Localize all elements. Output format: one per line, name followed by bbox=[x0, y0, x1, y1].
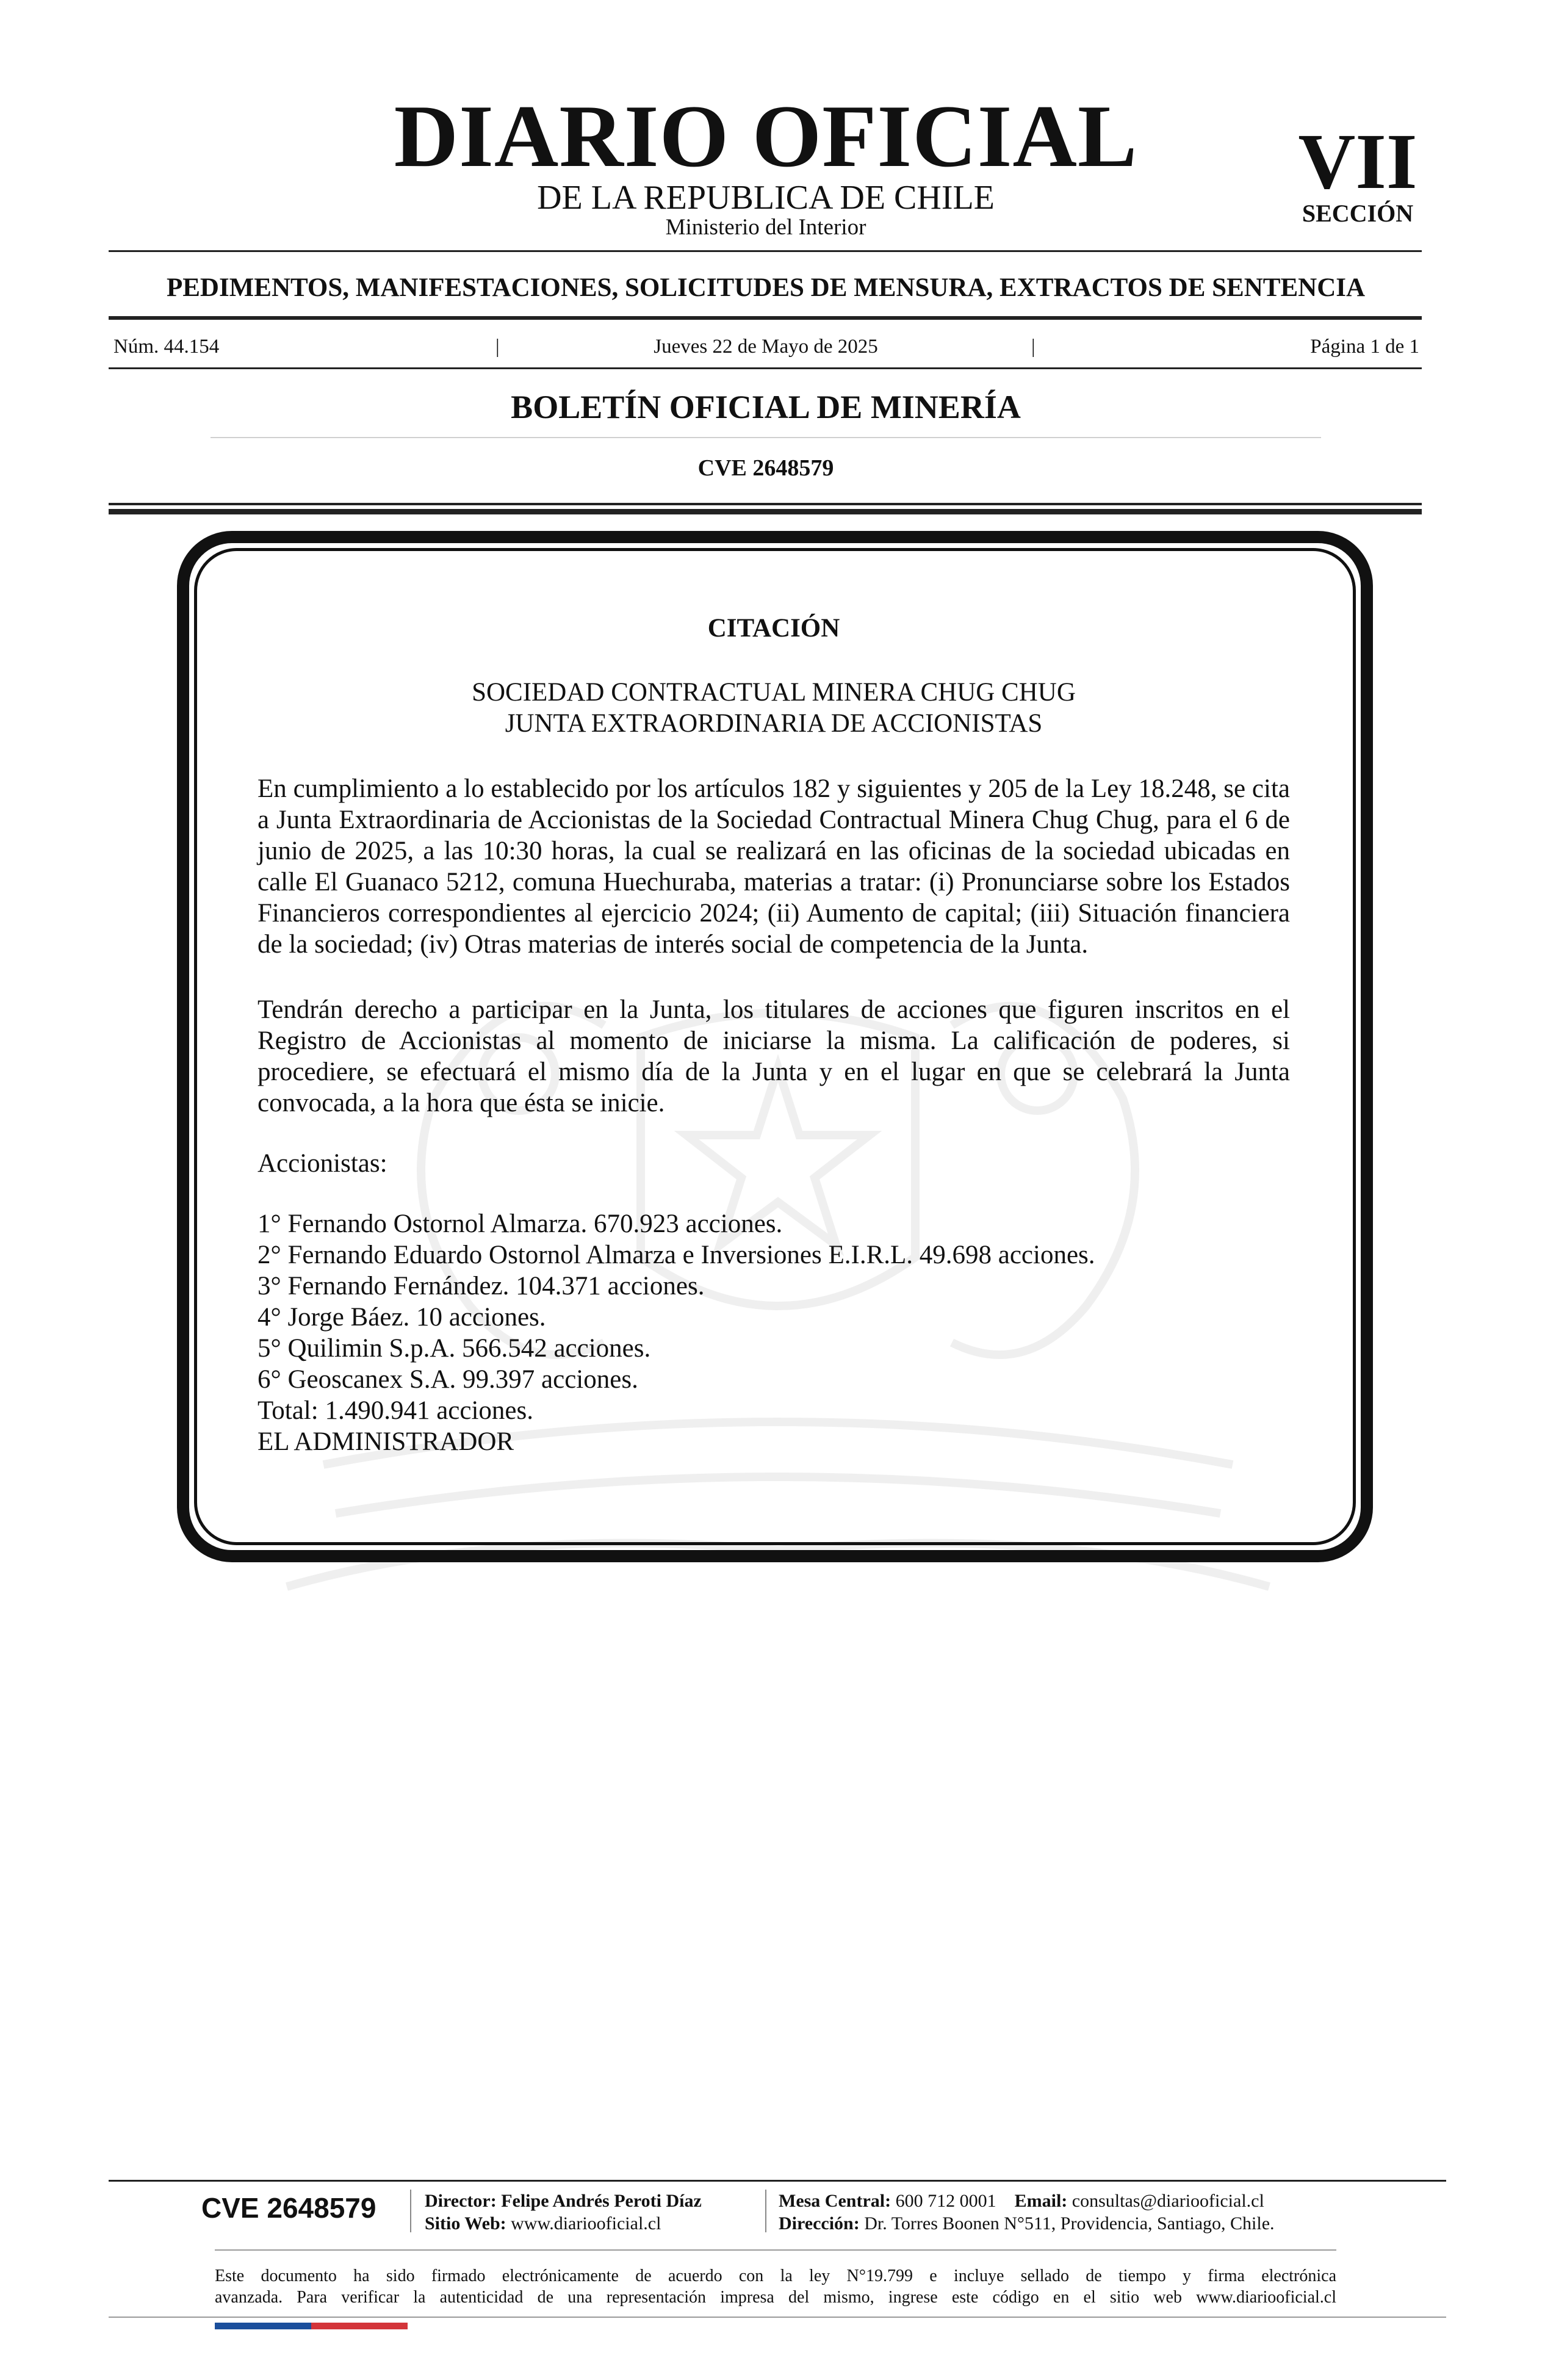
email-label: Email: bbox=[1014, 2191, 1068, 2211]
header-rule-double-1 bbox=[109, 503, 1422, 505]
email-link[interactable]: consultas@diariooficial.cl bbox=[1072, 2191, 1264, 2211]
masthead-ministry: Ministerio del Interior bbox=[665, 215, 866, 240]
cve-code: CVE 2648579 bbox=[697, 455, 834, 481]
section-label: SECCIÓN bbox=[1302, 200, 1414, 227]
issue-number: Núm. 44.154 bbox=[113, 336, 220, 358]
list-item: 4° Jorge Báez. 10 acciones. bbox=[258, 1303, 546, 1332]
meeting-name: JUNTA EXTRAORDINARIA DE ACCIONISTAS bbox=[505, 709, 1043, 738]
meta-separator: | bbox=[1031, 336, 1036, 358]
section-number: VII bbox=[1298, 118, 1417, 206]
footer-divider bbox=[410, 2190, 411, 2232]
signature: EL ADMINISTRADOR bbox=[258, 1427, 514, 1456]
footer-cve-code: CVE 2648579 bbox=[201, 2192, 376, 2224]
notice-paragraph-1: En cumplimiento a lo establecido por los artículos 182 y siguientes y 205 de la Ley 18.248, se cita a Junta Extraordinaria de Accionistas de la Sociedad Contractual Minera Chug Chug, para el 6 de junio de 2025, a las 10:30 horas, la cual se realizará en las oficinas de la sociedad ubicadas en calle El Guanaco 5212, comuna Huechuraba, materias a tratar: (i) Pronunciarse sobre los Estados Financieros correspondientes al ejercicio 2024; (ii) Aumento de capital; (iii) Situación financiera de la sociedad; (iv) Otras materias de interés social de competencia de la Junta. bbox=[258, 774, 1290, 959]
flag-stripe-red bbox=[311, 2323, 408, 2329]
header-rule-mid bbox=[109, 316, 1422, 320]
address-label: Dirección: bbox=[779, 2213, 860, 2234]
footer-contact-left bbox=[425, 2190, 766, 2235]
website-link[interactable]: www.diariooficial.cl bbox=[511, 2213, 661, 2234]
phone-label: Mesa Central: bbox=[779, 2191, 891, 2211]
notice-heading: CITACIÓN bbox=[707, 614, 840, 643]
header-rule-top bbox=[109, 250, 1422, 252]
website-label: Sitio Web: bbox=[425, 2213, 506, 2234]
legal-line-1: Este documento ha sido firmado electrónicamente de acuerdo con la ley N°19.799 e incluye sellado de tiempo y firma electrónica bbox=[215, 2266, 1336, 2285]
list-item: 1° Fernando Ostornol Almarza. 670.923 acciones. bbox=[258, 1210, 783, 1238]
list-item: 6° Geoscanex S.A. 99.397 acciones. bbox=[258, 1365, 638, 1394]
shares-total: Total: 1.490.941 acciones. bbox=[258, 1396, 533, 1425]
director-label: Director: bbox=[425, 2191, 497, 2211]
masthead-title: DIARIO OFICIAL bbox=[394, 87, 1138, 186]
legal-line-2: avanzada. Para verificar la autenticidad de una representación impresa del mismo, ingrese este código en el sitio web www.diariooficial.cl bbox=[215, 2288, 1336, 2307]
footer-legal-notice bbox=[215, 2265, 1336, 2308]
address-text: Dr. Torres Boonen N°511, Providencia, Santiago, Chile. bbox=[864, 2213, 1275, 2234]
footer-rule-top bbox=[109, 2180, 1446, 2182]
footer-rule-bottom bbox=[109, 2317, 1446, 2318]
flag-stripe-blue bbox=[215, 2323, 311, 2329]
company-name: SOCIEDAD CONTRACTUAL MINERA CHUG CHUG bbox=[472, 678, 1076, 707]
director-name: Felipe Andrés Peroti Díaz bbox=[501, 2191, 702, 2211]
shareholders-label: Accionistas: bbox=[258, 1149, 387, 1178]
footer-divider bbox=[765, 2190, 766, 2232]
masthead-subtitle: DE LA REPUBLICA DE CHILE bbox=[537, 179, 995, 217]
list-item: 3° Fernando Fernández. 104.371 acciones. bbox=[258, 1272, 705, 1300]
shareholders-list bbox=[258, 1208, 1290, 1457]
list-item: 2° Fernando Eduardo Ostornol Almarza e Inversiones E.I.R.L. 49.698 acciones. bbox=[258, 1241, 1095, 1269]
page-indicator: Página 1 de 1 bbox=[1310, 336, 1419, 358]
header-rule-double-2 bbox=[109, 509, 1422, 514]
bulletin-underline bbox=[211, 437, 1321, 438]
header-rule-meta bbox=[109, 367, 1422, 369]
meta-separator: | bbox=[495, 336, 500, 358]
notice-paragraph-2: Tendrán derecho a participar en la Junta, los titulares de acciones que figuren inscritos en el Registro de Accionistas al momento de iniciarse la misma. La calificación de poderes, si procediere, se efectuará el mismo día de la Junta y en el lugar en que se celebrará la Junta convocada, a la hora que ésta se inicie. bbox=[258, 995, 1290, 1117]
footer-rule-mid bbox=[215, 2249, 1336, 2251]
phone-number: 600 712 0001 bbox=[895, 2191, 996, 2211]
footer-contact-right bbox=[779, 2190, 1389, 2235]
list-item: 5° Quilimin S.p.A. 566.542 acciones. bbox=[258, 1334, 651, 1363]
bulletin-title: BOLETÍN OFICIAL DE MINERÍA bbox=[511, 389, 1021, 425]
section-title: PEDIMENTOS, MANIFESTACIONES, SOLICITUDES DE MENSURA, EXTRACTOS DE SENTENCIA bbox=[166, 273, 1366, 302]
notice-body bbox=[258, 598, 1290, 1457]
issue-date: Jueves 22 de Mayo de 2025 bbox=[654, 336, 878, 358]
